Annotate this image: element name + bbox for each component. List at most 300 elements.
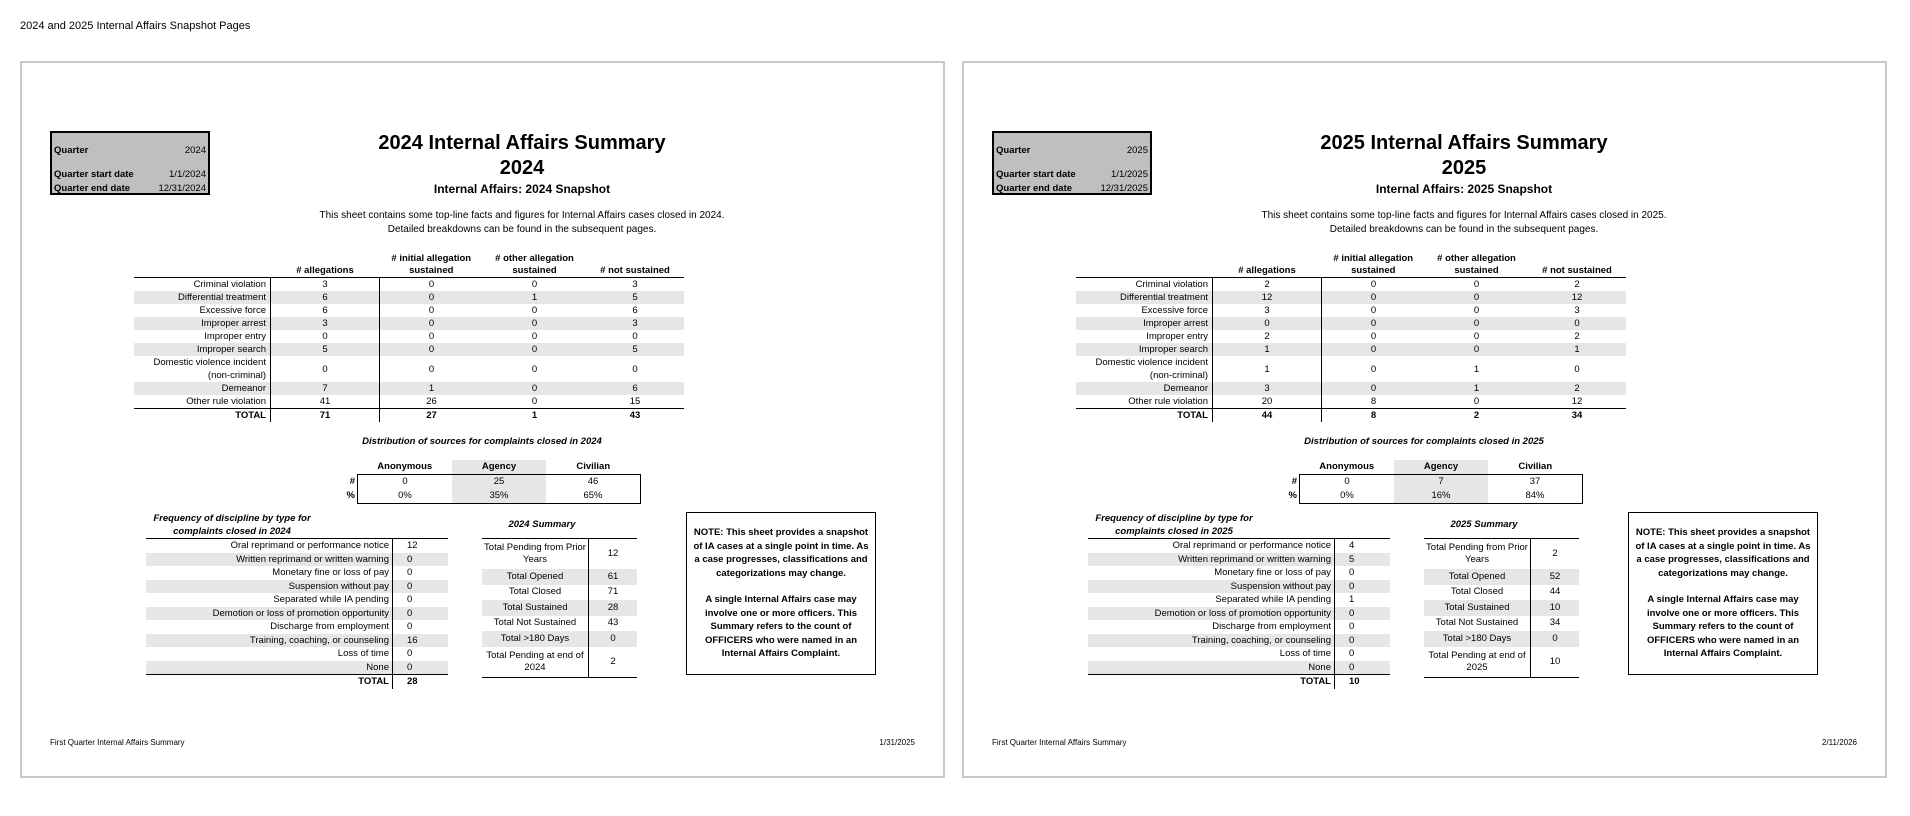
summary-value: 61 [589, 569, 638, 585]
allegation-value: 0 [483, 343, 586, 356]
quarter-end-value: 12/31/2025 [1100, 183, 1148, 194]
allegation-type: Demeanor [134, 382, 271, 395]
summary-value: 0 [1531, 631, 1580, 647]
table-row [1076, 330, 1626, 343]
summary-label: Total Sustained [1424, 600, 1531, 616]
table-row [1424, 600, 1579, 616]
quarter-end-row [996, 183, 1148, 194]
table-row [1424, 585, 1579, 601]
total-value: 43 [586, 409, 684, 423]
allegation-value: 1 [1213, 343, 1322, 356]
allegation-type: Differential treatment [134, 291, 271, 304]
note-paragraph-1: NOTE: This sheet provides a snapshot of IA cases at a single point in time. As a case progresses, classifications and categorizations may change. [1635, 527, 1811, 579]
discipline-count: 0 [407, 621, 413, 632]
allegation-value: 0 [1322, 343, 1426, 356]
allegation-value: 12 [1571, 396, 1583, 407]
agency-count: 7 [1394, 475, 1488, 490]
total-label: TOTAL [1076, 409, 1213, 423]
other-sustained-header: # other allegation sustained [483, 247, 586, 278]
allegation-value: 2 [1528, 382, 1626, 395]
allegation-value: 0 [380, 291, 484, 304]
quarter-row [54, 145, 206, 156]
summary-label: Total >180 Days [482, 631, 589, 647]
allegation-value: 1 [1425, 382, 1528, 395]
allegations-header: # allegations [1213, 247, 1322, 278]
count-row-label: # [349, 475, 355, 487]
discipline-title-line-2: complaints closed in 2024 [173, 526, 291, 537]
allegation-value: 0 [1425, 317, 1528, 330]
page-subtitle: Internal Affairs: 2024 Snapshot [433, 182, 611, 196]
table-row [1424, 631, 1579, 647]
allegation-value: 3 [271, 317, 380, 330]
quarter-label: Quarter [996, 145, 1031, 156]
allegations-header: # allegations [271, 247, 380, 278]
table-row [1076, 382, 1626, 395]
table-row [1424, 569, 1579, 585]
table-row [146, 593, 448, 607]
total-value: 27 [380, 409, 484, 423]
footer-left: First Quarter Internal Affairs Summary [50, 738, 185, 747]
allegations-corner [134, 247, 271, 278]
allegations-corner [1076, 247, 1213, 278]
note-paragraph-2: A single Internal Affairs case may involve one or more officers. This Summary refers to the count of OFFICERS who were named in an Internal Affairs Complaint. [1646, 594, 1800, 659]
allegations-table [134, 247, 684, 422]
table-row [146, 566, 448, 580]
quarter-box [50, 131, 210, 195]
snapshot-page [20, 61, 945, 778]
discipline-type: Demotion or loss of promotion opportunity [146, 607, 393, 621]
total-value: 44 [1213, 409, 1322, 423]
quarter-start-row [996, 169, 1148, 180]
page-description [242, 209, 802, 237]
allegation-value: 6 [586, 382, 684, 395]
footer-left: First Quarter Internal Affairs Summary [992, 738, 1127, 747]
table-row [134, 395, 684, 409]
distribution-table [342, 460, 641, 504]
allegation-value: 0 [1370, 331, 1377, 342]
total-row [134, 409, 684, 423]
discipline-count: 5 [1335, 553, 1391, 567]
table-row [134, 304, 684, 317]
table-row [1088, 634, 1390, 648]
allegation-value: 2 [1574, 279, 1580, 290]
total-value: 34 [1528, 409, 1626, 423]
allegation-value: 12 [1213, 291, 1322, 304]
discipline-type: Training, coaching, or counseling [1088, 634, 1335, 648]
discipline-count: 0 [1335, 634, 1391, 648]
civilian-count: 46 [546, 475, 641, 490]
total-label: TOTAL [134, 409, 271, 423]
allegation-value: 0 [428, 305, 435, 316]
discipline-type: Suspension without pay [146, 580, 393, 594]
table-row [134, 356, 684, 382]
quarter-end-label: Quarter end date [996, 183, 1073, 194]
distribution-corner [342, 460, 358, 475]
allegation-value: 0 [428, 279, 435, 290]
summary-value: 52 [1531, 569, 1580, 585]
table-row [134, 291, 684, 304]
allegation-type: Domestic violence incident (non-criminal) [1095, 357, 1208, 381]
table-row [146, 553, 448, 567]
allegation-value: 6 [271, 304, 380, 317]
allegation-value: 0 [531, 331, 538, 342]
table-row [1076, 291, 1626, 304]
summary-value: 43 [607, 617, 619, 629]
table-row [1088, 607, 1390, 621]
summary-label: Total Pending at end of 2024 [482, 647, 589, 678]
page-year: 2024 [499, 157, 545, 179]
allegation-type: Other rule violation [1128, 396, 1208, 407]
allegation-value: 5 [586, 291, 684, 304]
table-row [134, 343, 684, 356]
discipline-title-line-2: complaints closed in 2025 [1115, 526, 1233, 537]
total-value: 28 [393, 675, 449, 689]
quarter-value: 2024 [184, 145, 206, 156]
allegation-value: 0 [1473, 305, 1480, 316]
allegation-value: 1 [1528, 343, 1626, 356]
quarter-start-label: Quarter start date [996, 169, 1076, 180]
discipline-type: Loss of time [146, 647, 393, 661]
allegation-value: 0 [1473, 331, 1480, 342]
discipline-type: Monetary fine or loss of pay [1088, 566, 1335, 580]
total-row [146, 675, 448, 689]
allegation-type: Improper entry [204, 331, 266, 342]
summary-title: 2025 Summary [1450, 519, 1518, 530]
distribution-table [1284, 460, 1583, 504]
table-row [1424, 539, 1579, 570]
allegation-value: 3 [271, 278, 380, 292]
discipline-type: Oral reprimand or performance notice [146, 539, 393, 553]
discipline-count: 0 [1349, 621, 1355, 632]
quarter-start-value: 1/1/2024 [169, 169, 206, 180]
summary-title: 2024 Summary [508, 519, 576, 530]
allegation-value: 3 [1213, 304, 1322, 317]
summary-value: 12 [589, 539, 638, 570]
allegation-value: 20 [1213, 395, 1322, 409]
allegation-type: Demeanor [1076, 382, 1213, 395]
summary-label: Total Opened [1424, 569, 1531, 585]
quarter-row [996, 145, 1148, 156]
footer-date: 2/11/2026 [1822, 738, 1857, 747]
discipline-type: Loss of time [1088, 647, 1335, 661]
discipline-type: Discharge from employment [146, 620, 393, 634]
allegation-type: Improper arrest [134, 317, 271, 330]
distribution-title: Distribution of sources for complaints closed in 2024 [362, 436, 602, 447]
discipline-title-line-1: Frequency of discipline by type for [153, 513, 311, 524]
summary-label: Total >180 Days [1424, 631, 1531, 647]
discipline-title [1074, 512, 1274, 538]
allegation-value: 0 [428, 331, 435, 342]
allegation-value: 3 [1574, 305, 1580, 316]
anonymous-count: 0 [1300, 475, 1395, 490]
discipline-count: 0 [1335, 607, 1391, 621]
allegation-type: Excessive force [1141, 305, 1208, 316]
allegation-value: 0 [1574, 363, 1580, 375]
table-row [1088, 580, 1390, 594]
allegation-value: 6 [632, 305, 638, 316]
table-row [1076, 343, 1626, 356]
page-subtitle: Internal Affairs: 2025 Snapshot [1375, 182, 1553, 196]
allegation-value: 0 [1322, 317, 1426, 330]
allegation-value: 0 [483, 317, 586, 330]
table-row [134, 278, 684, 292]
summary-label: Total Pending from Prior Years [1424, 539, 1531, 570]
discipline-type: Written reprimand or written warning [146, 553, 393, 567]
summary-table [1424, 538, 1579, 678]
allegation-value: 0 [1425, 343, 1528, 356]
total-value: 2 [1425, 409, 1528, 423]
allegation-value: 41 [271, 395, 380, 409]
summary-value: 0 [589, 631, 638, 647]
summary-label: Total Opened [482, 569, 589, 585]
table-row [1088, 661, 1390, 675]
table-row [1088, 539, 1390, 553]
allegation-value: 0 [1425, 291, 1528, 304]
allegation-value: 0 [1473, 396, 1480, 407]
allegation-value: 0 [1370, 279, 1377, 290]
table-row [482, 585, 637, 601]
note-paragraph-1: NOTE: This sheet provides a snapshot of IA cases at a single point in time. As a case progresses, classifications and categorizations may change. [693, 527, 869, 579]
allegation-type: Improper entry [1146, 331, 1208, 342]
allegation-type: Improper search [134, 343, 271, 356]
allegation-value: 0 [531, 396, 538, 407]
page-title: 2025 Internal Affairs Summary [1320, 132, 1608, 154]
summary-value: 28 [589, 600, 638, 616]
page-title: 2024 Internal Affairs Summary [378, 132, 666, 154]
allegation-type: Other rule violation [186, 396, 266, 407]
discipline-count: 0 [1349, 648, 1355, 659]
initial-sustained-header: # initial allegation sustained [1322, 247, 1426, 278]
summary-label: Total Closed [482, 585, 589, 601]
allegation-type: Domestic violence incident (non-criminal) [153, 357, 266, 381]
total-value: 10 [1335, 675, 1391, 689]
discipline-count: 0 [1335, 661, 1391, 675]
allegation-value: 3 [632, 279, 638, 290]
allegation-value: 0 [1473, 279, 1480, 290]
allegation-value: 26 [426, 396, 437, 407]
summary-label: Total Sustained [482, 600, 589, 616]
table-row [482, 600, 637, 616]
table-row [146, 620, 448, 634]
allegation-value: 2 [1574, 331, 1580, 342]
description-line-2: Detailed breakdowns can be found in the subsequent pages. [1329, 224, 1599, 235]
table-row [146, 580, 448, 594]
allegation-value: 0 [531, 279, 538, 290]
percent-row-label: % [1288, 490, 1297, 502]
discipline-type: Suspension without pay [1088, 580, 1335, 594]
title-block [1264, 131, 1664, 197]
allegation-type: Differential treatment [1076, 291, 1213, 304]
page-description [1184, 209, 1744, 237]
allegation-value: 0 [531, 363, 538, 375]
summary-label: Total Pending at end of 2025 [1424, 647, 1531, 678]
table-row [146, 539, 448, 553]
discipline-count: 0 [1349, 567, 1355, 578]
discipline-type: Training, coaching, or counseling [146, 634, 393, 648]
quarter-end-label: Quarter end date [54, 183, 131, 194]
allegation-value: 3 [586, 317, 684, 330]
allegation-value: 2 [1213, 330, 1322, 343]
discipline-count: 0 [393, 580, 449, 594]
table-row [134, 382, 684, 395]
total-row [1088, 675, 1390, 689]
note-paragraph-2: A single Internal Affairs case may involve one or more officers. This Summary refers to the count of OFFICERS who were named in an Internal Affairs Complaint. [704, 594, 858, 659]
note-box [686, 512, 876, 675]
allegation-value: 0 [380, 343, 484, 356]
discipline-count: 0 [1335, 580, 1391, 594]
discipline-count: 1 [1349, 594, 1355, 605]
discipline-type: Demotion or loss of promotion opportunity [1088, 607, 1335, 621]
anonymous-header: Anonymous [377, 461, 433, 472]
allegation-value: 0 [428, 363, 435, 375]
discipline-type: None [146, 661, 393, 675]
table-row [146, 661, 448, 675]
summary-value: 10 [1531, 600, 1580, 616]
quarter-end-row [54, 183, 206, 194]
allegation-type: Criminal violation [193, 279, 266, 290]
discipline-table [146, 538, 448, 689]
agency-header: Agency [452, 460, 546, 475]
discipline-count: 12 [393, 539, 449, 553]
civilian-header: Civilian [576, 461, 611, 472]
table-row [1424, 647, 1579, 678]
table-row [1076, 304, 1626, 317]
table-row [482, 569, 637, 585]
summary-value: 44 [1549, 586, 1561, 598]
total-value: 1 [483, 409, 586, 423]
allegation-value: 0 [531, 305, 538, 316]
allegation-value: 0 [1528, 317, 1626, 330]
page-year: 2025 [1441, 157, 1487, 179]
initial-sustained-header: # initial allegation sustained [380, 247, 484, 278]
summary-table [482, 538, 637, 678]
agency-header: Agency [1394, 460, 1488, 475]
summary-value: 71 [607, 586, 619, 598]
table-row [1076, 356, 1626, 382]
allegation-value: 15 [629, 396, 641, 407]
table-row [1076, 395, 1626, 409]
table-row [134, 317, 684, 330]
distribution-title: Distribution of sources for complaints closed in 2025 [1304, 436, 1544, 447]
anonymous-count: 0 [358, 475, 453, 490]
discipline-type: Oral reprimand or performance notice [1088, 539, 1335, 553]
allegation-value: 1 [483, 291, 586, 304]
discipline-count: 0 [407, 567, 413, 578]
note-box [1628, 512, 1818, 675]
table-row [1076, 317, 1626, 330]
discipline-count: 0 [393, 607, 449, 621]
allegation-value: 0 [632, 331, 638, 342]
quarter-end-value: 12/31/2024 [158, 183, 206, 194]
quarter-box [992, 131, 1152, 195]
footer-date: 1/31/2025 [879, 738, 915, 747]
summary-label: Total Closed [1424, 585, 1531, 601]
table-row [1424, 616, 1579, 632]
allegation-value: 0 [380, 317, 484, 330]
discipline-count: 0 [393, 661, 449, 675]
anonymous-percent: 0% [1300, 489, 1395, 504]
summary-value: 2 [589, 647, 638, 678]
allegation-type: Excessive force [199, 305, 266, 316]
discipline-type: None [1088, 661, 1335, 675]
allegation-value: 0 [1322, 291, 1426, 304]
total-value: 8 [1322, 409, 1426, 423]
table-row [1088, 593, 1390, 607]
discipline-count: 0 [393, 553, 449, 567]
allegation-value: 6 [271, 291, 380, 304]
summary-value: 2 [1531, 539, 1580, 570]
table-row [482, 616, 637, 632]
quarter-start-value: 1/1/2025 [1111, 169, 1148, 180]
distribution-corner [1284, 460, 1300, 475]
discipline-table [1088, 538, 1390, 689]
civilian-count: 37 [1488, 475, 1583, 490]
description-line-1: This sheet contains some top-line facts and figures for Internal Affairs cases closed in 2025. [1261, 210, 1667, 221]
snapshot-page [962, 61, 1887, 778]
allegation-value: 8 [1370, 396, 1377, 407]
discipline-count: 4 [1335, 539, 1391, 553]
allegation-value: 0 [1370, 363, 1377, 375]
allegation-type: Improper arrest [1076, 317, 1213, 330]
not-sustained-header: # not sustained [1528, 247, 1626, 278]
allegation-value: 0 [1322, 382, 1426, 395]
civilian-percent: 84% [1488, 489, 1583, 504]
allegation-value: 0 [632, 363, 638, 375]
agency-percent: 16% [1394, 489, 1488, 504]
total-label: TOTAL [1088, 675, 1335, 689]
allegation-value: 12 [1528, 291, 1626, 304]
table-row [1088, 647, 1390, 661]
allegation-value: 7 [271, 382, 380, 395]
table-row [146, 647, 448, 661]
table-row [1076, 278, 1626, 292]
summary-label: Total Not Sustained [482, 616, 589, 632]
description-line-1: This sheet contains some top-line facts and figures for Internal Affairs cases closed in 2024. [319, 210, 725, 221]
allegation-value: 0 [483, 382, 586, 395]
allegation-type: Criminal violation [1135, 279, 1208, 290]
anonymous-percent: 0% [358, 489, 453, 504]
allegation-value: 3 [1213, 382, 1322, 395]
summary-value: 10 [1531, 647, 1580, 678]
discipline-type: Monetary fine or loss of pay [146, 566, 393, 580]
total-value: 71 [271, 409, 380, 423]
allegation-value: 1 [380, 382, 484, 395]
table-row [482, 647, 637, 678]
quarter-start-row [54, 169, 206, 180]
percent-row-label: % [346, 490, 355, 502]
description-line-2: Detailed breakdowns can be found in the subsequent pages. [387, 224, 657, 235]
discipline-type: Separated while IA pending [146, 593, 393, 607]
agency-count: 25 [452, 475, 546, 490]
summary-label: Total Pending from Prior Years [482, 539, 589, 570]
anonymous-header: Anonymous [1319, 461, 1375, 472]
quarter-value: 2025 [1126, 145, 1148, 156]
table-row [134, 330, 684, 343]
table-row [1088, 620, 1390, 634]
not-sustained-header: # not sustained [586, 247, 684, 278]
count-row-label: # [1291, 475, 1297, 487]
table-row [482, 539, 637, 570]
allegation-value: 5 [586, 343, 684, 356]
total-row [1076, 409, 1626, 423]
table-row [146, 607, 448, 621]
title-block [322, 131, 722, 197]
allegation-value: 0 [271, 330, 380, 343]
discipline-type: Separated while IA pending [1088, 593, 1335, 607]
discipline-count: 0 [407, 594, 413, 605]
table-row [1088, 566, 1390, 580]
table-row [146, 634, 448, 648]
